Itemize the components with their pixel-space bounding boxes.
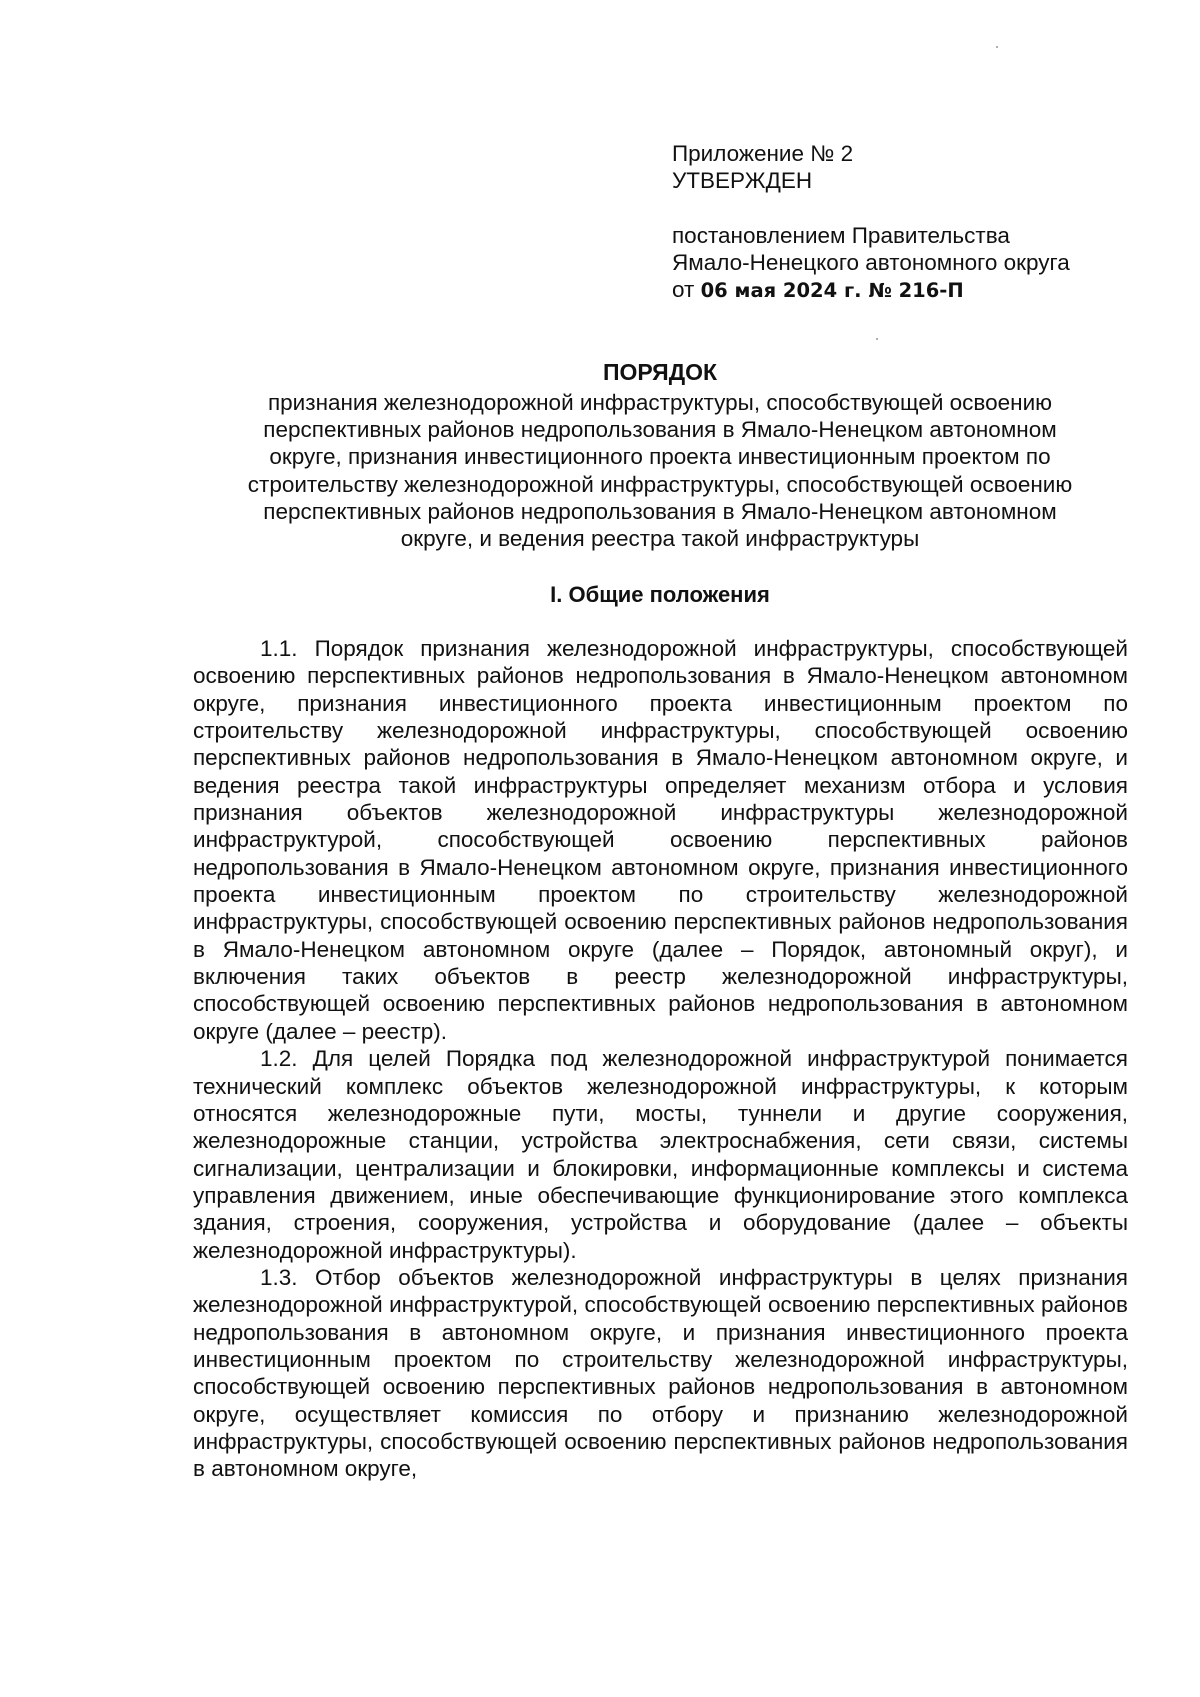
subtitle-line: округе, и ведения реестра такой инфраструктуры: [400, 526, 920, 552]
section-heading: I. Общие положения: [550, 582, 770, 607]
subtitle-line: округе, признания инвестиционного проекта инвестиционным проектом по: [269, 444, 1051, 470]
subtitle-line: перспективных районов недропользования в Ямало-Ненецком автономном: [263, 498, 1057, 524]
date-prefix: от: [672, 277, 701, 302]
subtitle-line: перспективных районов недропользования в Ямало-Ненецком автономном: [263, 417, 1057, 443]
approval-stamp: [672, 140, 1142, 304]
document-title-block: [190, 358, 1130, 552]
subtitle-line: строительству железнодорожной инфраструктуры, способствующей освоению: [247, 471, 1073, 497]
scan-artifact: [996, 46, 998, 48]
document-title: ПОРЯДОК: [602, 359, 718, 385]
paragraph-1-3: 1.3. Отбор объектов железнодорожной инфраструктуры в целях признания железнодорожной инфраструктурой, способствующей освоению перспективных районов недропользования в автономном округе, и признания инвестиционного проекта инвестиционным проектом по строительству железнодорожной инфраструктуры, способствующей освоению перспективных районов недропользования в автономном округе, осуществляет комиссия по отбору и признанию железнодорожной инфраструктуры, способствующей освоению перспективных районов недропользования в автономном округе,: [193, 1264, 1128, 1482]
approval-date-line: [672, 276, 1142, 304]
approved-label: УТВЕРЖДЕН: [672, 168, 813, 193]
document-body: [193, 635, 1128, 1483]
appendix-number: Приложение № 2: [672, 141, 854, 166]
approved-by-line-2: Ямало-Ненецкого автономного округа: [672, 250, 1070, 275]
document-subtitle: [190, 389, 1130, 552]
paragraph-1-1: 1.1. Порядок признания железнодорожной инфраструктуры, способствующей освоению перспективных районов недропользования в Ямало-Ненецком автономном округе, признания инвестиционного проекта инвестиционным проектом по строительству железнодорожной инфраструктуры, способствующей освоению перспективных районов недропользования в Ямало-Ненецком автономном округе, и ведения реестра такой инфраструктуры определяет механизм отбора и условия признания объектов железнодорожной инфраструктуры железнодорожной инфраструктурой, способствующей освоению перспективных районов недропользования в Ямало-Ненецком автономном округе, признания инвестиционного проекта инвестиционным проектом по строительству железнодорожной инфраструктуры, способствующей освоению перспективных районов недропользования в Ямало-Ненецком автономном округе (далее – Порядок, автономный округ), и включения таких объектов в реестр железнодорожной инфраструктуры, способствующей освоению перспективных районов недропользования в автономном округе (далее – реестр).: [193, 636, 1128, 1044]
approval-date: 06 мая 2024 г. № 216-П: [700, 279, 964, 302]
paragraph-1-2: 1.2. Для целей Порядка под железнодорожной инфраструктурой понимается технический комплекс объектов железнодорожной инфраструктуры, к которым относятся железнодорожные пути, мосты, туннели и другие сооружения, железнодорожные станции, устройства электроснабжения, сети связи, системы сигнализации, централизации и блокировки, информационные комплексы и система управления движением, иные обеспечивающие функционирование этого комплекса здания, строения, сооружения, устройства и оборудование (далее – объекты железнодорожной инфраструктуры).: [193, 1046, 1128, 1263]
approved-by-line-1: постановлением Правительства: [672, 223, 1010, 248]
scan-artifact: [876, 338, 878, 340]
subtitle-line: признания железнодорожной инфраструктуры, способствующей освоению: [267, 390, 1053, 415]
